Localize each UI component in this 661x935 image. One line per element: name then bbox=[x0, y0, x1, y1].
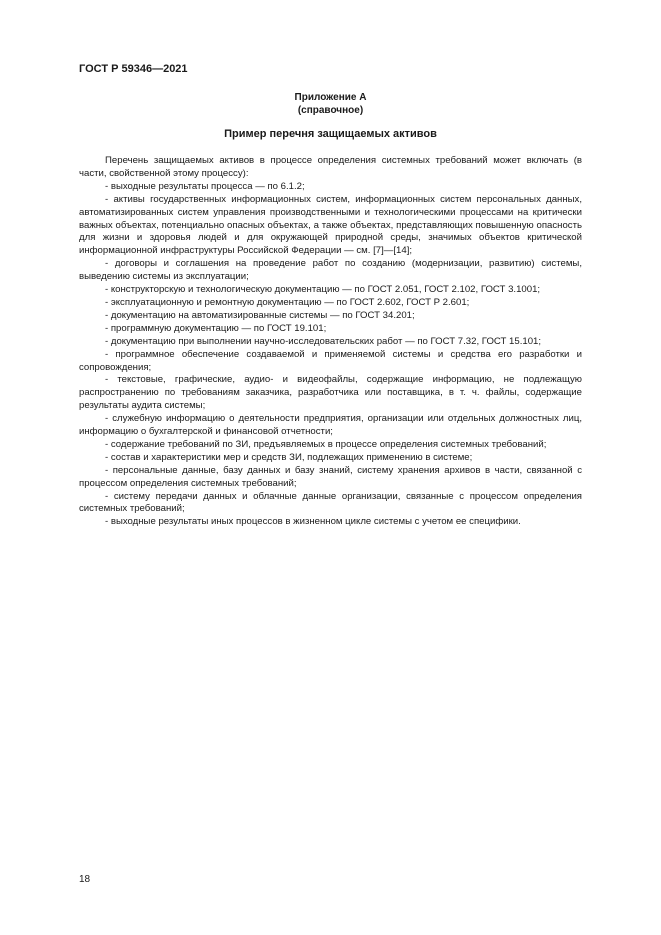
list-item: - документацию при выполнении научно-исследовательских работ — по ГОСТ 7.32, ГОСТ 15.101; bbox=[105, 335, 542, 347]
list-item: - выходные результаты процесса — по 6.1.2; bbox=[105, 180, 305, 192]
list-item: - текстовые, графические, аудио- и видеофайлы, содержащие информацию, не подлежащую распространению по требованиям заказчика, разработчика или поставщика, в т. ч. файлы, содержащие результаты аудита системы; bbox=[79, 374, 582, 412]
paragraph-intro: Перечень защищаемых активов в процессе определения системных требований может включать (в части, свойственной этому процессу): bbox=[79, 155, 582, 179]
list-item: - служебную информацию о деятельности предприятия, организации или отдельных должностных лиц, информацию о бухгалтерской и финансовой отчетности; bbox=[79, 413, 582, 438]
list-item: - документацию на автоматизированные системы — по ГОСТ 34.201; bbox=[105, 309, 415, 321]
annex-type: (справочное) bbox=[297, 105, 364, 116]
list-item: - программное обеспечение создаваемой и применяемой системы и средства его разработки и сопровождения; bbox=[79, 348, 582, 373]
list-item: - персональные данные, базу данных и базу знаний, систему хранения архивов в части, связанной с процессом определения системных требований; bbox=[79, 464, 582, 489]
annex-heading bbox=[79, 91, 582, 117]
list-item: - выходные результаты иных процессов в жизненном цикле системы с учетом ее специфики. bbox=[105, 516, 521, 528]
page-number: 18 bbox=[79, 874, 91, 885]
list-item: - активы государственных информационных систем, информационных систем персональных данных, автоматизированных систем управления производственными и технологическими процессами на критически важных объектах, потенциально опасных объектах, а также объектах, представляющих повышенную опасность для жизни и здоровья людей и для окружающей природной среды, значимых объектов критической информационной инфраструктуры Российской Федерации — см. [7]—[14]; bbox=[79, 193, 582, 257]
list-item: - состав и характеристики мер и средств ЗИ, подлежащих применению в системе; bbox=[105, 451, 473, 463]
section-title: Пример перечня защищаемых активов bbox=[224, 128, 437, 140]
list-item: - программную документацию — по ГОСТ 19.101; bbox=[105, 322, 327, 334]
list-item: - конструкторскую и технологическую документацию — по ГОСТ 2.051, ГОСТ 2.102, ГОСТ 3.1001; bbox=[105, 284, 541, 296]
list-item: - договоры и соглашения на проведение работ по созданию (модернизации, развитию) системы, выведению системы из эксплуатации; bbox=[79, 258, 582, 283]
list-item: - содержание требований по ЗИ, предъявляемых в процессе определения системных требований; bbox=[105, 438, 547, 450]
annex-title: Приложение А bbox=[294, 92, 367, 103]
list-item: - эксплуатационную и ремонтную документацию — по ГОСТ 2.602, ГОСТ Р 2.601; bbox=[105, 296, 470, 308]
document-header: ГОСТ Р 59346—2021 bbox=[79, 63, 188, 75]
body-text bbox=[79, 155, 582, 529]
list-item: - систему передачи данных и облачные данные организации, связанные с процессом определения системных требований; bbox=[79, 490, 582, 515]
